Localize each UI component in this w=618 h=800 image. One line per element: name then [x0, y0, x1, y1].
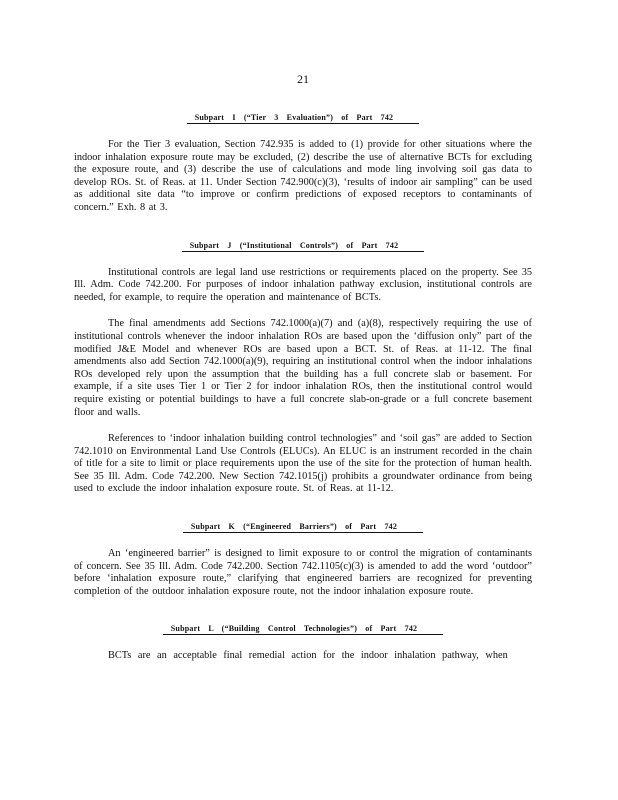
section-heading-text: Subpart L (“Building Control Technologies”) of Part 742 — [163, 625, 443, 635]
section-heading-subpart-j — [74, 229, 532, 253]
paragraph: BCTs are an acceptable final remedial action for the indoor inhalation pathway, when — [108, 650, 508, 662]
paragraph: An ‘engineered barrier” is designed to limit exposure to or control the migration of contaminants of concern. See 35 Ill. Adm. Code 742.200. Section 742.1105(c)(3) is amended to add the word ‘outdoor” before ‘inhalation exposure route,” clarifying that engineered barriers are recognized for preventing completion of the outdoor inhalation exposure route, not the indoor inhalation exposure route. — [74, 548, 532, 597]
section-heading-text: Subpart I (“Tier 3 Evaluation”) of Part 742 — [187, 114, 420, 124]
paragraph: Institutional controls are legal land use restrictions or requirements placed on the property. See 35 Ill. Adm. Code 742.200. For purposes of indoor inhalation pathway exclusion, institutional controls are needed, for example, to require the operation and maintenance of BCTs. — [74, 266, 532, 303]
section-heading-subpart-k — [74, 510, 532, 534]
paragraph: For the Tier 3 evaluation, Section 742.935 is added to (1) provide for other situations where the indoor inhalation exposure route may be excluded, (2) describe the use of alternative BCTs for excluding the exposure route, and (3) describe the use of calculations and mode ling involving soil gas data to develop ROs. St. of Reas. at 11. Under Section 742.900(c)(3), ‘results of indoor air sampling” can be used as additional site data “to improve or confirm predictions of exposed receptors to contaminants of concern.” Exh. 8 at 3. — [74, 139, 532, 213]
page-number: 21 — [297, 72, 309, 86]
paragraph: The final amendments add Sections 742.1000(a)(7) and (a)(8), respectively requiring the use of institutional controls whenever the indoor inhalation ROs are based upon the ‘diffusion only” part of the modified J&E Model and whenever ROs are based upon a BCT. St. of Reas. at 11-12. The final amendments also add Section 742.1000(a)(9), requiring an institutional control when the indoor inhalations ROs developed rely upon the assumption that the building has a full concrete slab or basement. For example, if a site uses Tier 1 or Tier 2 for indoor inhalation ROs, then the institutional control would require existing or potential buildings to have a full concrete slab-on-grade or a full concrete basement floor and walls. — [74, 318, 532, 418]
section-heading-subpart-i — [74, 101, 532, 125]
section-heading-subpart-l — [74, 612, 532, 636]
section-heading-text: Subpart J (“Institutional Controls”) of Part 742 — [182, 242, 425, 252]
section-heading-text: Subpart K (“Engineered Barriers”) of Part 742 — [183, 523, 423, 533]
paragraph: References to ‘indoor inhalation building control technologies” and ‘soil gas” are added to Section 742.1010 on Environmental Land Use Controls (ELUCs). An ELUC is an instrument recorded in the chain of title for a site to limit or place requirements upon the use of the site for the protection of human health. See 35 Ill. Adm. Code 742.200. New Section 742.1015(j) prohibits a groundwater ordinance from being used to exclude the indoor inhalation exposure route. St. of Reas. at 11-12. — [74, 433, 532, 495]
